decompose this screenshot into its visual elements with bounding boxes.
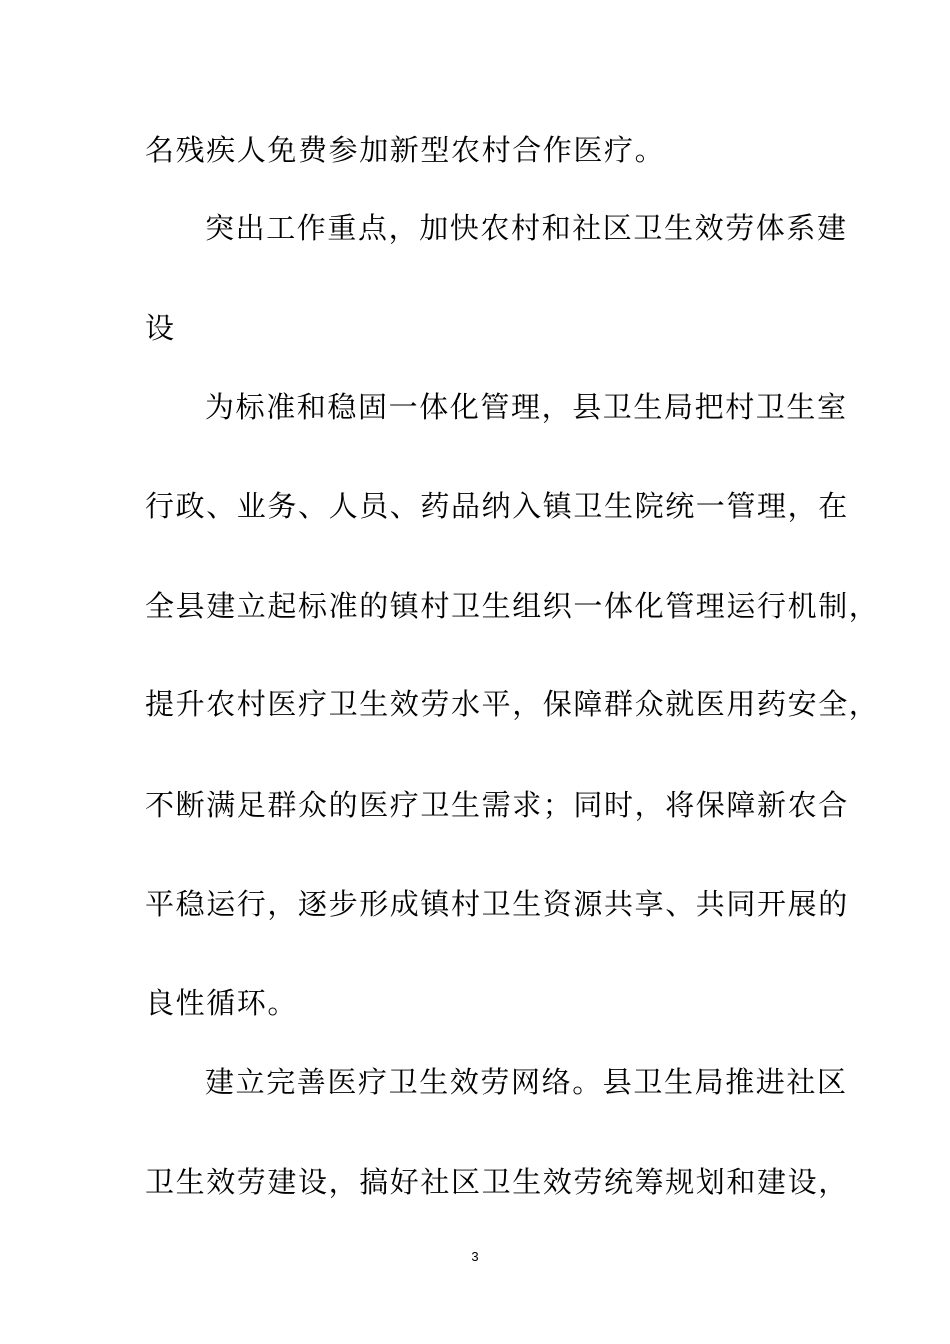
text-line: 全县建立起标准的镇村卫生组织一体化管理运行机制， [145,589,880,623]
text-line: 卫生效劳建设，搞好社区卫生效劳统筹规划和建设， [145,1165,849,1199]
text-line: 良性循环。 [145,986,299,1020]
text-line: 行政、业务、人员、药品纳入镇卫生院统一管理，在 [145,489,849,523]
text-line: 平稳运行，逐步形成镇村卫生资源共享、共同开展的 [145,887,849,921]
text-line: 名残疾人免费参加新型农村合作医疗。 [145,133,666,167]
section-heading: 突出工作重点，加快农村和社区卫生效劳体系建 [205,211,848,245]
paragraph-first-line: 为标准和稳固一体化管理，县卫生局把村卫生室 [205,390,848,424]
page-number: 3 [471,1249,479,1264]
text-line: 提升农村医疗卫生效劳水平，保障群众就医用药安全， [145,687,880,721]
paragraph-first-line: 建立完善医疗卫生效劳网络。县卫生局推进社区 [205,1065,848,1099]
section-heading-continuation: 设 [145,311,176,345]
text-line: 不断满足群众的医疗卫生需求；同时，将保障新农合 [145,788,849,822]
